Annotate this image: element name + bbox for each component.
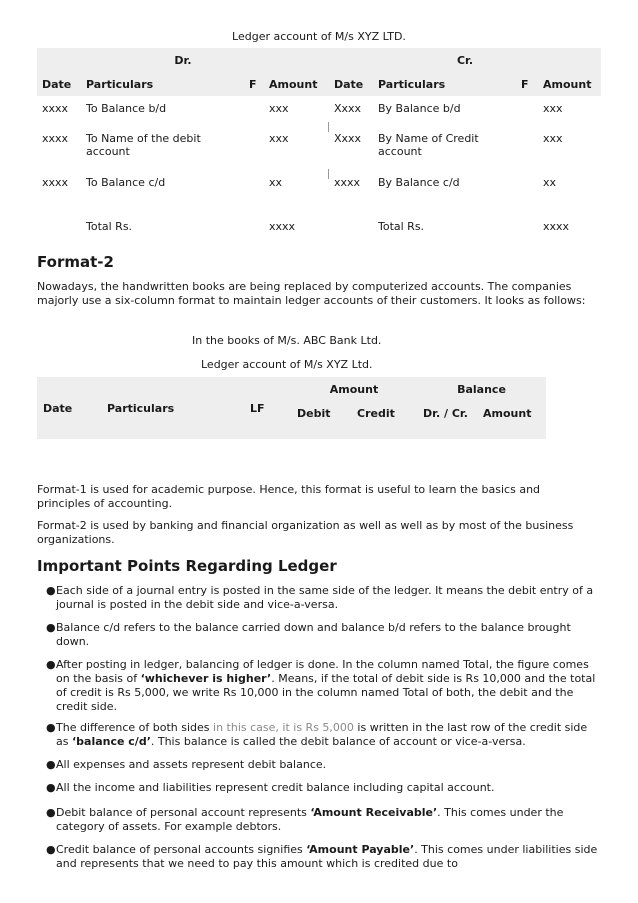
header-date: Date [37, 72, 81, 96]
header-folio: F [516, 72, 538, 96]
list-item [46, 843, 601, 871]
cell: xxxx [334, 176, 361, 189]
point-text: Credit balance of personal accounts signifies [56, 843, 307, 856]
cell: xxxx [269, 220, 296, 233]
ledger2-title: Ledger account of M/s XYZ Ltd. [201, 358, 373, 371]
header-folio: F [244, 72, 264, 96]
bullet-icon: ● [46, 621, 56, 634]
cell [244, 170, 264, 214]
point-grey-text: in this case, it is Rs 5,000 [213, 721, 354, 734]
point-emphasis: ‘Amount Receivable’ [310, 806, 438, 819]
header-dr-cr: Dr. / Cr. [417, 401, 477, 439]
format2-heading: Format-2 [37, 253, 114, 271]
cell: xxxx [42, 132, 69, 145]
cell [516, 96, 538, 126]
header-particulars: Particulars [81, 72, 244, 96]
bullet-icon: ● [46, 781, 56, 794]
bullet-icon: ● [46, 658, 56, 671]
point-text: . This comes under liabilities side and represents that we need to pay this amount which is credited due to [56, 843, 598, 870]
cell: By Balance c/d [378, 176, 460, 189]
dr-header: Dr. [37, 48, 329, 72]
header-lf: LF [244, 377, 291, 439]
point-text: . This comes under the category of assets. For example debtors. [56, 806, 564, 833]
format1-note: Format-1 is used for academic purpose. Hence, this format is useful to learn the basics and principles of accounting. [37, 483, 541, 510]
point-text: Debit balance of personal account represents [56, 806, 311, 819]
table-row [37, 170, 601, 214]
list-item [46, 781, 601, 795]
cell [37, 214, 81, 244]
list-item [46, 806, 601, 834]
table-header-row [37, 72, 601, 96]
point-emphasis: ‘Amount Payable’ [306, 843, 415, 856]
divider-tick [328, 122, 329, 132]
cell: xxx [269, 102, 289, 115]
header-amount: Amount [538, 72, 601, 96]
point-text: . This balance is called the debit balance of account or vice-a-versa. [150, 735, 526, 748]
point-text: is written in the last row of the credit side as [56, 721, 588, 748]
cell: By Balance b/d [378, 102, 461, 115]
ledger-table-format1 [37, 48, 601, 244]
cell [516, 214, 538, 244]
cell: To Balance b/d [86, 102, 167, 115]
cell [244, 214, 264, 244]
format2-note: Format-2 is used by banking and financial organization as well as well as by most of the business organizations. [37, 519, 574, 546]
cell: To Balance c/d [86, 176, 166, 189]
point-text: The difference of both sides [56, 721, 214, 734]
point-text: After posting in ledger, balancing of ledger is done. In the column named Total, the figure comes on the basis of [56, 658, 589, 685]
header-date: Date [329, 72, 373, 96]
header-particulars: Particulars [373, 72, 516, 96]
cell: xxxx [543, 220, 570, 233]
table-row [37, 126, 601, 170]
header-credit: Credit [351, 401, 417, 439]
bullet-icon: ● [46, 721, 56, 734]
books-line: In the books of M/s. ABC Bank Ltd. [192, 334, 382, 347]
point-text: All the income and liabilities represent credit balance including capital account. [56, 781, 495, 794]
bullet-icon: ● [46, 806, 56, 819]
point-emphasis: ‘whichever is higher’ [140, 672, 272, 685]
format2-intro: Nowadays, the handwritten books are being replaced by computerized accounts. The companies majorly use a six-column format to maintain ledger accounts of their customers. It looks as follows: [37, 280, 586, 307]
table-row-total [37, 214, 601, 244]
cell: By Name of Credit account [378, 132, 479, 158]
cell: Total Rs. [378, 220, 425, 233]
header-particulars: Particulars [101, 377, 244, 439]
point-text: Balance c/d refers to the balance carried down and balance b/d refers to the balance brought down. [56, 621, 571, 648]
header-amount: Amount [264, 72, 329, 96]
ledger-table-format2 [37, 377, 546, 439]
list-item [46, 658, 601, 714]
header-balance-amount: Amount [477, 401, 546, 439]
point-text: Each side of a journal entry is posted in the same side of the ledger. It means the debit entry of a journal is posted in the debit side and vice-a-versa. [56, 584, 594, 611]
list-item [46, 721, 601, 749]
bullet-icon: ● [46, 843, 56, 856]
header-balance: Balance [417, 377, 546, 401]
cell: Xxxx [334, 132, 362, 145]
header-debit: Debit [291, 401, 351, 439]
points-heading: Important Points Regarding Ledger [37, 557, 337, 575]
ledger1-title: Ledger account of M/s XYZ LTD. [232, 30, 406, 43]
cell: xxxx [42, 176, 69, 189]
table-row [37, 96, 601, 126]
list-item [46, 758, 601, 772]
bullet-icon: ● [46, 758, 56, 771]
cell: Xxxx [334, 102, 362, 115]
point-emphasis: ‘balance c/d’ [71, 735, 151, 748]
cell [516, 170, 538, 214]
header-amount: Amount [291, 377, 417, 401]
point-text: . Means, if the total of debit side is Rs 10,000 and the total of credit is Rs 5,000, we write Rs 10,000 in the column named Total of both, the debit and the credit side. [56, 672, 596, 713]
cell: Total Rs. [86, 220, 133, 233]
cell: xxx [269, 132, 289, 145]
cell [329, 214, 373, 244]
list-item [46, 621, 601, 649]
cell [244, 126, 264, 170]
point-text: All expenses and assets represent debit balance. [56, 758, 327, 771]
cell: xxx [543, 132, 563, 145]
divider-tick [328, 169, 329, 179]
list-item [46, 584, 601, 612]
cell [516, 126, 538, 170]
cell [244, 96, 264, 126]
header-date: Date [37, 377, 101, 439]
cell: xxxx [42, 102, 69, 115]
cell: xx [543, 176, 557, 189]
bullet-icon: ● [46, 584, 56, 597]
cr-header: Cr. [329, 48, 601, 72]
cell: xxx [543, 102, 563, 115]
cell: To Name of the debit account [86, 132, 201, 158]
cell: xx [269, 176, 283, 189]
